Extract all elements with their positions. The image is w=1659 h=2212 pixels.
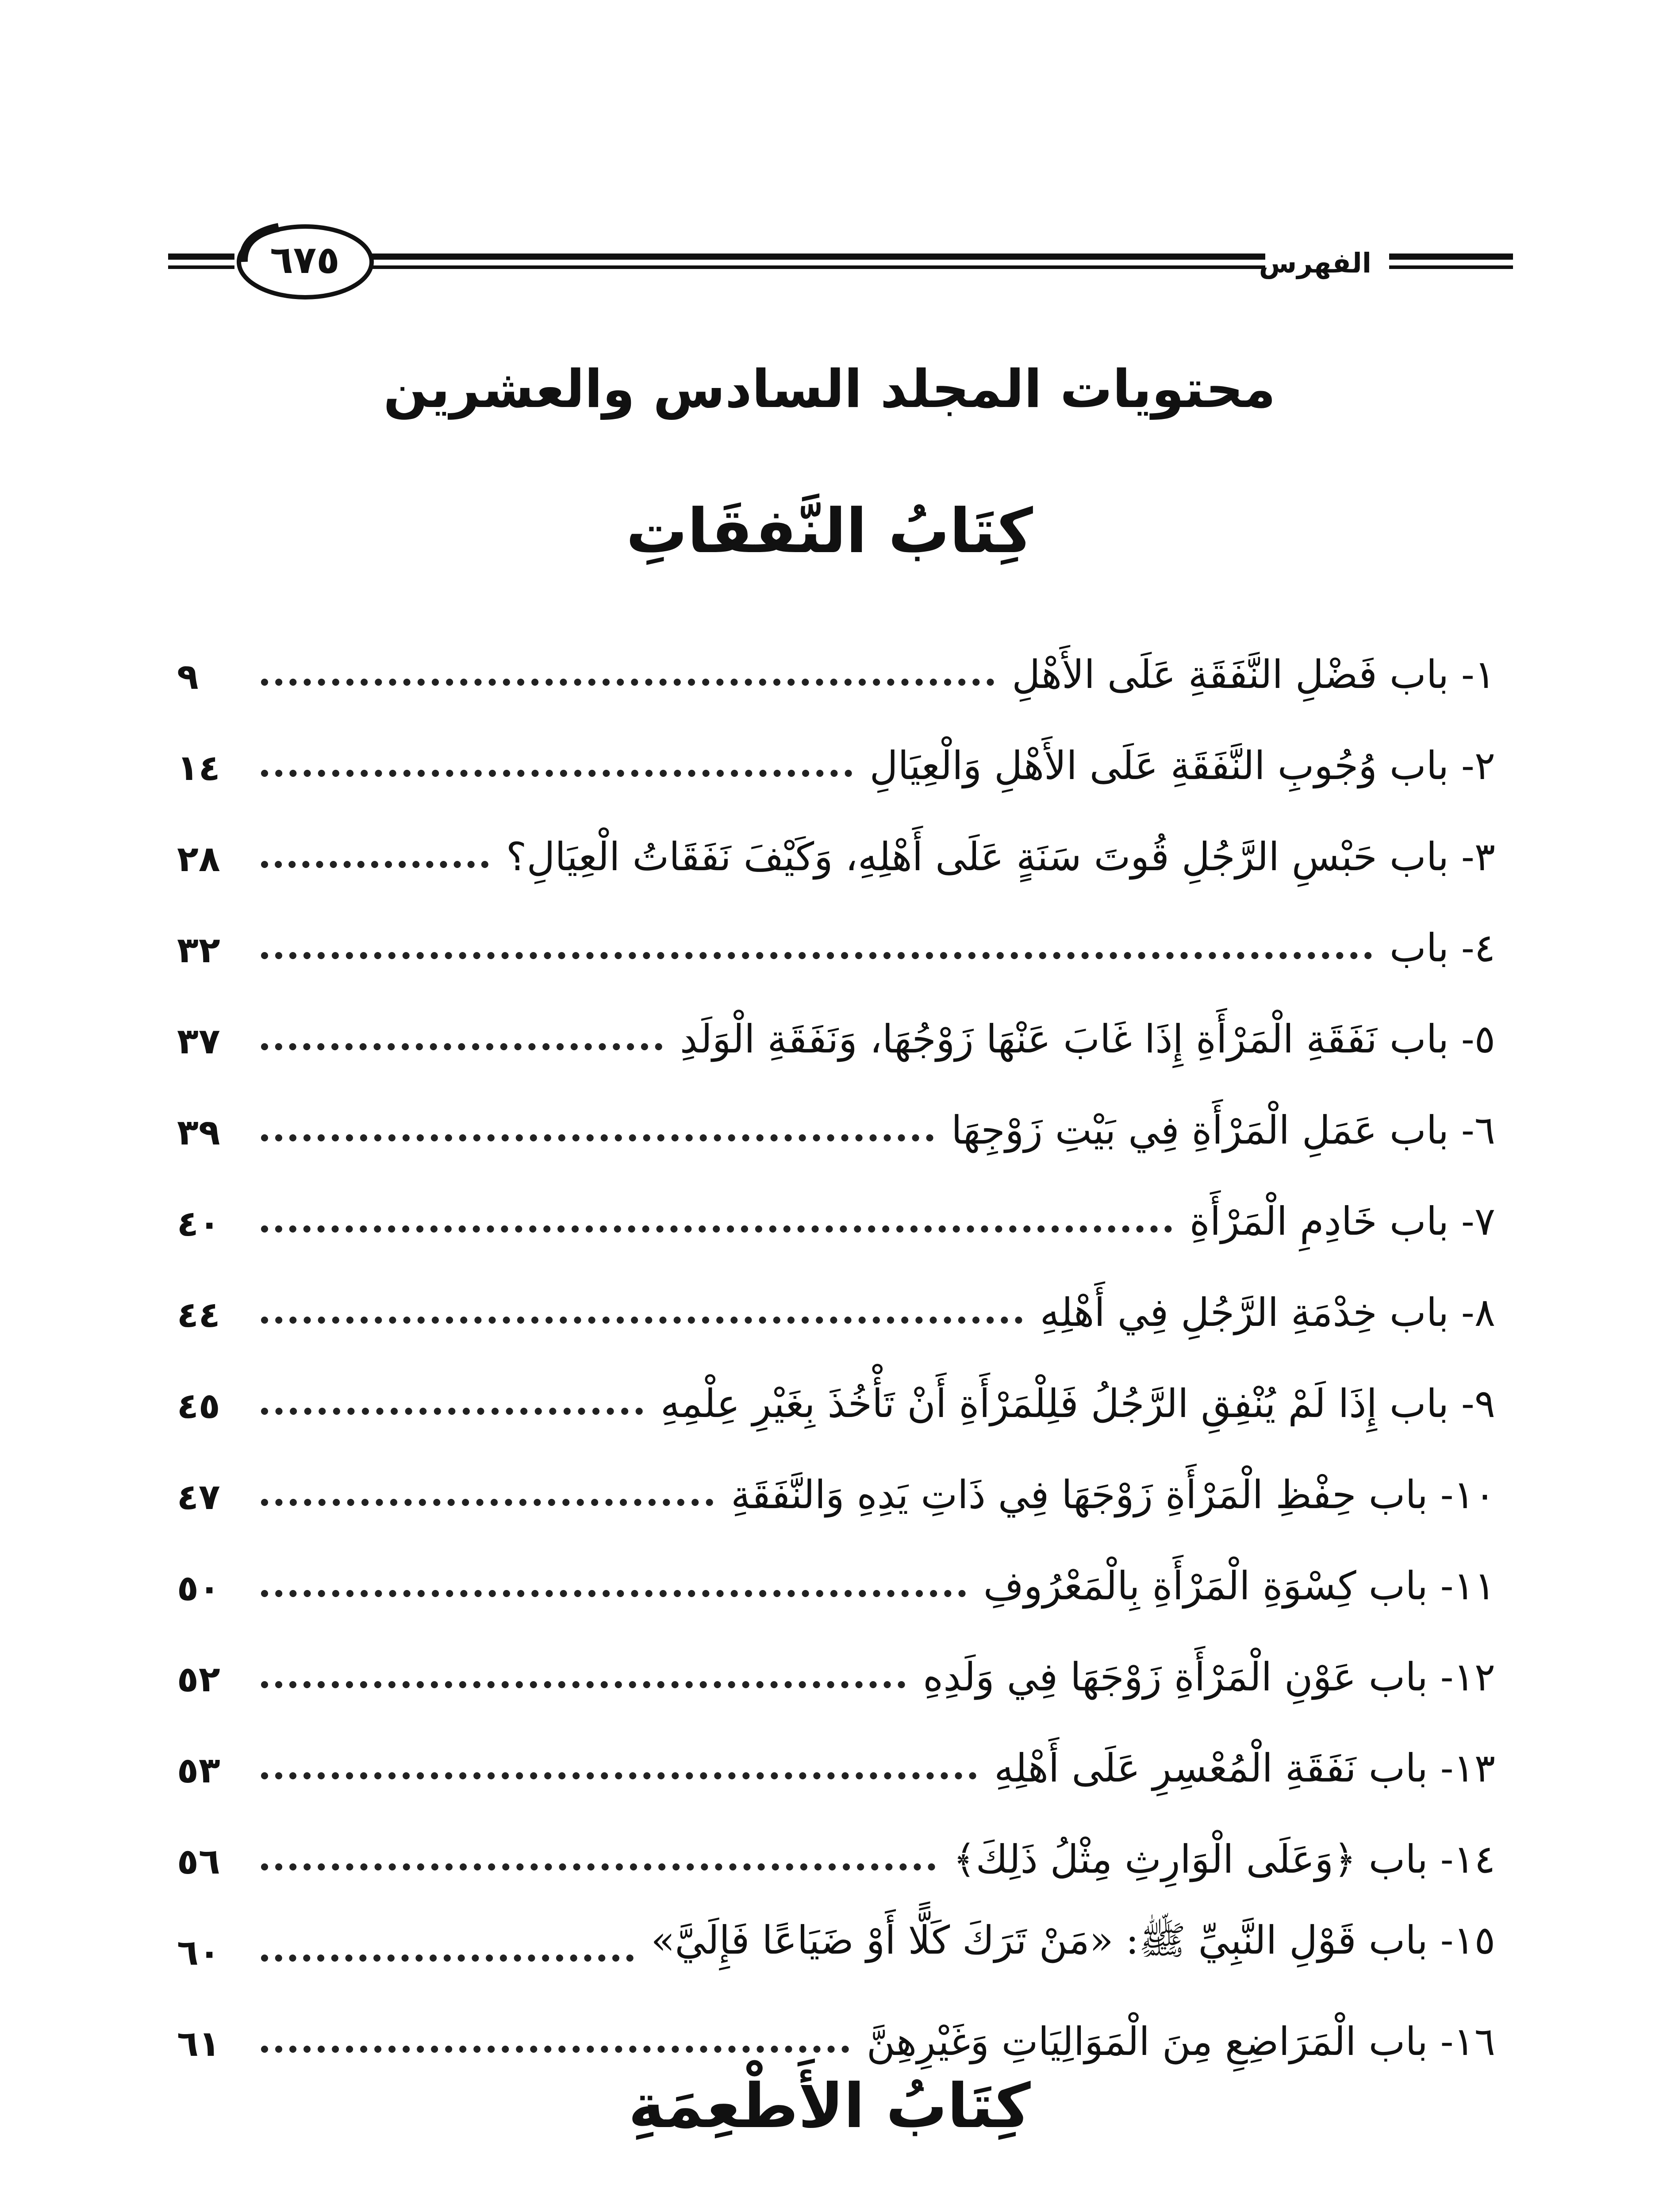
toc-entry-title: ١٢- باب عَوْنِ الْمَرْأَةِ زَوْجَهَا فِي وَلَدِهِ	[923, 1654, 1495, 1700]
toc-entry-page: ٤٥	[177, 1385, 220, 1426]
toc-entry[interactable]	[177, 1062, 1495, 1153]
dot-leader	[261, 679, 994, 686]
toc-entry-title: ٢- باب وُجُوبِ النَّفَقَةِ عَلَى الأَهْلِ وَالْعِيَالِ	[869, 743, 1495, 788]
toc-entry-title: ٣- باب حَبْسِ الرَّجُلِ قُوتَ سَنَةٍ عَلَى أَهْلِهِ، وَكَيْفَ نَفَقَاتُ الْعِيَالِ؟	[506, 834, 1495, 879]
toc-entry[interactable]	[177, 1426, 1495, 1517]
page-number: ٦٧٥	[270, 238, 340, 282]
toc-entry-title: ١٤- باب ﴿وَعَلَى الْوَارِثِ مِثْلُ ذَلِكَ﴾	[953, 1836, 1495, 1882]
toc-entry-page: ٥٣	[177, 1750, 220, 1791]
toc-entry-page: ٤٧	[177, 1476, 220, 1517]
toc-entry-title: ١- باب فَضْلِ النَّفَقَةِ عَلَى الأَهْلِ	[1012, 652, 1495, 697]
toc-entry[interactable]	[177, 2203, 1495, 2212]
toc-entry-title: ٨- باب خِدْمَةِ الرَّجُلِ فِي أَهْلِهِ	[1040, 1290, 1495, 1335]
toc-entry[interactable]	[177, 1791, 1495, 1882]
toc-entry-page: ٤٠	[177, 1203, 220, 1244]
dot-leader	[261, 1043, 662, 1050]
dot-leader	[261, 1225, 1172, 1233]
toc-entry-page: ٩	[177, 656, 199, 697]
toc-entry-title: ٧- باب خَادِمِ الْمَرْأَةِ	[1189, 1198, 1495, 1244]
page-header	[168, 221, 1513, 310]
toc-entry[interactable]	[177, 1609, 1495, 1700]
toc-entry-title: ٩- باب إِذَا لَمْ يُنْفِقِ الرَّجُلُ فَلِلْمَرْأَةِ أَنْ تَأْخُذَ بِغَيْرِ عِلْمِهِ	[660, 1381, 1495, 1426]
toc-entry-title: ٦- باب عَمَلِ الْمَرْأَةِ فِي بَيْتِ زَوْجِهَا	[951, 1107, 1495, 1153]
dot-leader	[261, 1863, 935, 1870]
toc-entry-page: ٥٦	[177, 1841, 220, 1882]
dot-leader	[261, 1408, 643, 1415]
dot-leader	[261, 1499, 713, 1506]
dot-leader	[261, 952, 1372, 959]
toc-entry-page: ٦١	[177, 2023, 220, 2064]
toc-entry-page: ٣٧	[177, 1021, 220, 1062]
toc-entry[interactable]	[177, 879, 1495, 971]
toc-entry[interactable]	[177, 1335, 1495, 1426]
toc-entry-page: ٥٠	[177, 1567, 220, 1609]
toc-entry-title: ٥- باب نَفَقَةِ الْمَرْأَةِ إِذَا غَابَ عَنْهَا زَوْجُهَا، وَنَفَقَةِ الْوَلَدِ	[680, 1016, 1495, 1062]
toc-entry-page: ٣٢	[177, 929, 220, 971]
book-title-nafaqat: كِتَابُ النَّفقَاتِ	[626, 495, 1033, 567]
toc-entry[interactable]	[177, 1700, 1495, 1791]
dot-leader	[261, 1590, 966, 1597]
dot-leader	[261, 1681, 905, 1688]
toc-entry-title: ١٠- باب حِفْظِ الْمَرْأَةِ زَوْجَهَا فِي ذَاتِ يَدِهِ وَالنَّفَقَةِ	[731, 1472, 1495, 1517]
dot-leader	[261, 2046, 849, 2053]
toc-entry[interactable]	[177, 1882, 1495, 1973]
toc-entry[interactable]	[177, 1517, 1495, 1609]
toc-list-nafaqat	[177, 606, 1495, 2064]
dot-leader	[261, 861, 488, 868]
book-title-atima: كِتَابُ الأَطْعِمَةِ	[628, 2070, 1031, 2142]
toc-entry[interactable]	[177, 606, 1495, 697]
toc-entry[interactable]	[177, 697, 1495, 788]
toc-list-atima	[177, 2203, 1495, 2212]
toc-entry-title: ١٥- باب قَوْلِ النَّبِيِّ ﷺ: «مَنْ تَرَكَ كَلًّا أَوْ ضَيَاعًا فَإِلَيَّ»	[651, 1917, 1495, 1963]
volume-title: محتويات المجلد السادس والعشرين	[383, 358, 1276, 419]
dot-leader	[261, 770, 852, 777]
toc-entry-page: ٣٩	[177, 1112, 220, 1153]
toc-entry-title: ١٣- باب نَفَقَةِ الْمُعْسِرِ عَلَى أَهْلِهِ	[994, 1745, 1495, 1791]
toc-entry-page: ١٤	[177, 747, 220, 788]
toc-entry[interactable]	[177, 1153, 1495, 1244]
toc-entry[interactable]	[177, 1244, 1495, 1335]
toc-entry-page: ٥٢	[177, 1659, 220, 1700]
toc-entry-page: ٦٠	[177, 1932, 220, 1973]
toc-entry-title: ٤- باب	[1389, 925, 1495, 971]
running-header-title: الفهرس	[1259, 247, 1371, 279]
dot-leader	[261, 1134, 933, 1141]
toc-entry-page: ٤٤	[177, 1294, 220, 1335]
dot-leader	[261, 1955, 634, 1962]
dot-leader	[261, 1317, 1022, 1324]
toc-entry[interactable]	[177, 971, 1495, 1062]
toc-entry-page: ٢٨	[177, 838, 220, 879]
toc-entry[interactable]	[177, 1973, 1495, 2064]
toc-entry[interactable]	[177, 788, 1495, 879]
toc-entry-title: ١١- باب كِسْوَةِ الْمَرْأَةِ بِالْمَعْرُوفِ	[983, 1563, 1495, 1609]
toc-entry-title: ١٦- باب الْمَرَاضِعِ مِنَ الْمَوَالِيَاتِ وَغَيْرِهِنَّ	[866, 2019, 1495, 2064]
dot-leader	[261, 1772, 976, 1779]
